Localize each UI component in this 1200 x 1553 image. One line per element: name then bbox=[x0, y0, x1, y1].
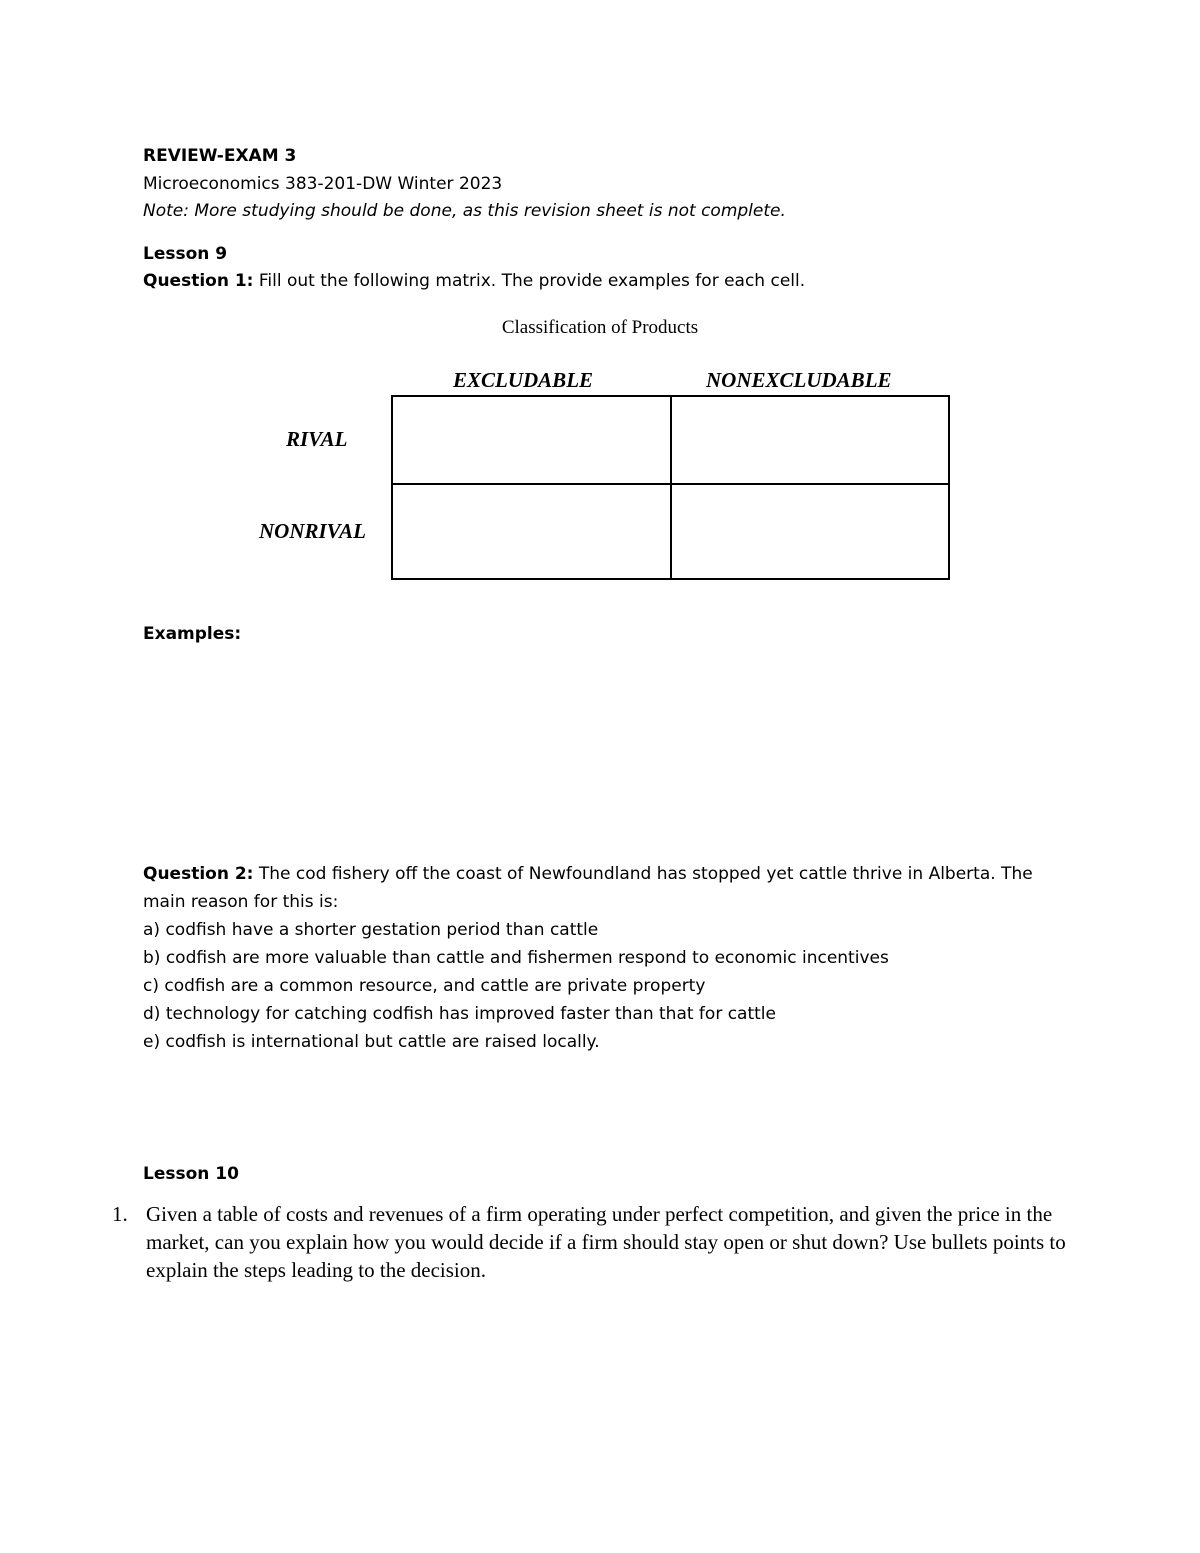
question-1-text: Fill out the following matrix. The provide examples for each cell. bbox=[253, 271, 806, 291]
matrix-cell-rival-excludable bbox=[392, 396, 671, 484]
matrix-cell-nonrival-nonexcludable bbox=[671, 484, 950, 579]
list-item-text: Given a table of costs and revenues of a firm operating under perfect competition, and given the price in the market, can you explain how you would decide if a firm should stay open or shut down? Use bullets points to explain the steps leading to the decision. bbox=[146, 1202, 1066, 1282]
lesson-10-list bbox=[112, 1200, 1072, 1284]
question-2-stem bbox=[143, 864, 1033, 912]
examples-label: Examples: bbox=[143, 624, 242, 644]
note-line: Note: More studying should be done, as this revision sheet is not complete. bbox=[143, 201, 786, 221]
question-2-option-b: b) codfish are more valuable than cattle and fishermen respond to economic incentives bbox=[143, 948, 889, 968]
matrix-cell-rival-nonexcludable bbox=[671, 396, 950, 484]
matrix-row-header-rival: RIVAL bbox=[286, 427, 348, 451]
matrix-col-header-nonexcludable: NONEXCLUDABLE bbox=[706, 368, 892, 392]
matrix-row-nonrival bbox=[392, 484, 949, 579]
question-2-label: Question 2: bbox=[143, 864, 254, 884]
matrix-row-header-nonrival: NONRIVAL bbox=[259, 519, 366, 543]
question-2-text: The cod fishery off the coast of Newfoundland has stopped yet cattle thrive in Alberta. The main reason for this is: bbox=[143, 864, 1033, 912]
question-2-option-e: e) codfish is international but cattle are raised locally. bbox=[143, 1032, 600, 1052]
list-item-number: 1. bbox=[112, 1202, 128, 1226]
matrix-title: Classification of Products bbox=[501, 317, 699, 338]
matrix-row-rival bbox=[392, 396, 949, 484]
list-item bbox=[112, 1200, 1072, 1284]
question-2-option-d: d) technology for catching codfish has improved faster than that for cattle bbox=[143, 1004, 776, 1024]
question-1 bbox=[143, 267, 805, 295]
course-line: Microeconomics 383-201-DW Winter 2023 bbox=[143, 174, 503, 194]
question-2-option-a: a) codfish have a shorter gestation period than cattle bbox=[143, 920, 599, 940]
lesson-10-heading: Lesson 10 bbox=[143, 1164, 239, 1184]
document-title: REVIEW-EXAM 3 bbox=[143, 146, 297, 166]
matrix-cell-nonrival-excludable bbox=[392, 484, 671, 579]
lesson-9-heading: Lesson 9 bbox=[143, 244, 228, 264]
question-2-option-c: c) codfish are a common resource, and cattle are private property bbox=[143, 976, 706, 996]
classification-matrix bbox=[391, 395, 950, 580]
question-2 bbox=[143, 860, 1063, 1056]
matrix-col-header-excludable: EXCLUDABLE bbox=[453, 368, 594, 392]
question-1-label: Question 1: bbox=[143, 271, 254, 291]
